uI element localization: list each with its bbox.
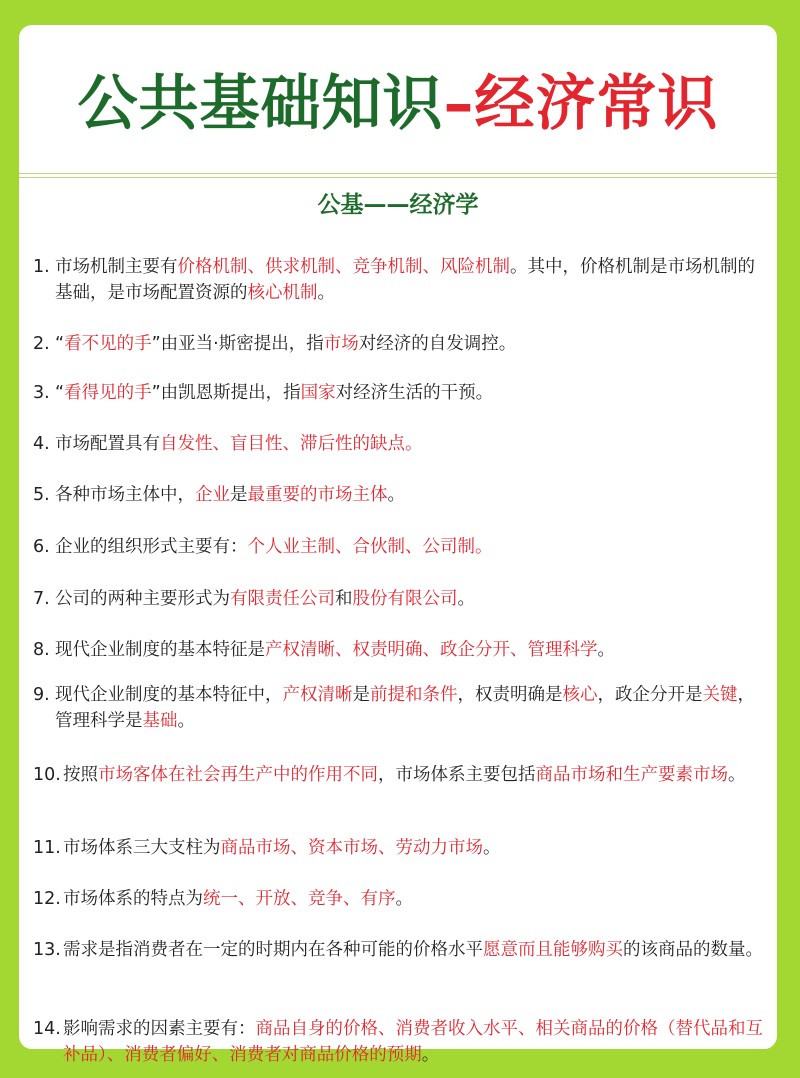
body-text: 现代企业制度的基本特征是 [55,640,265,660]
highlight-text: 看得见的手 [64,383,152,403]
page-title [19,25,777,173]
body-text: 。 [387,485,405,505]
body-text: 。 [483,838,501,858]
highlight-text: 个人业主制、合伙制、公司制。 [247,537,493,557]
item-number: 5. [33,485,50,505]
highlight-text: 基础 [142,711,178,731]
highlight-text: 股份有限公司 [352,589,458,609]
body-text: 影响需求的因素主要有： [63,1019,256,1039]
body-text: 和 [335,589,353,609]
body-text: 对经济的自发调控。 [358,334,517,354]
highlight-text: 国家 [300,383,336,403]
body-text: 按照 [63,765,98,785]
title-green-part: 公共基础知识 [77,69,444,139]
highlight-text: 产权清晰 [282,685,353,705]
highlight-text: 最重要的市场主体 [247,485,388,505]
highlight-text: 价格机制、供求机制、竞争机制、风险机制 [177,257,510,277]
highlight-text: 看不见的手 [64,334,152,354]
item-number: 6. [33,537,50,557]
item-number: 10. [33,765,61,785]
highlight-text: 商品市场和生产要素市场 [535,765,728,785]
highlight-text: 商品自身的价格、消费者收入水平、相关商品的价格（替代品和互补品）、消费者偏好、消费者对商品价格的预期 [63,1019,763,1065]
body-text: 企业的组织形式主要有： [55,537,248,557]
highlight-text: 市场 [323,334,359,354]
body-text: 公司的两种主要形式为 [55,589,230,609]
list-item [33,637,769,663]
list-item [33,682,769,734]
body-text: ”由凯恩斯提出，指 [151,383,301,403]
list-item [33,762,769,788]
highlight-text: 前提和条件 [370,685,458,705]
body-text: “ [55,383,65,403]
highlight-text: 产权清晰、权责明确、政企分开、管理科学 [265,640,598,660]
body-text: ，政企分开是 [597,685,703,705]
body-text: 。 [395,889,413,909]
list-item [33,254,769,306]
highlight-text: 统一、开放、竞争、有序 [203,889,396,909]
highlight-text: 关键 [702,685,738,705]
body-text: 。其中，价格机制是市场机制的基础，是市场配置资源的 [55,257,755,303]
item-number: 11. [33,838,61,858]
body-text: 是 [230,485,248,505]
section-subtitle: 公基——经济学 [317,192,479,218]
highlight-text: 企业 [195,485,230,505]
body-text: ，市场体系主要包括 [378,765,536,785]
body-text: 。 [421,1045,440,1065]
item-number: 1. [33,257,50,277]
list-item [33,482,769,508]
item-number: 3. [33,383,50,403]
item-number: 9. [33,685,50,705]
item-number: 8. [33,640,50,660]
body-text: ，管理科学是 [55,685,755,731]
title-divider [19,173,777,178]
list-item [33,431,769,457]
body-text: 的该商品的数量。 [623,940,763,960]
list-item [33,331,769,357]
item-number: 4. [33,434,50,454]
list-item [33,534,769,560]
body-text: 市场配置具有 [55,434,160,454]
highlight-text: 核心 [562,685,598,705]
item-number: 2. [33,334,50,354]
body-text: 。 [457,589,475,609]
body-text: 市场体系的特点为 [63,889,203,909]
body-text: 对经济生活的干预。 [335,383,494,403]
body-text: 市场体系三大支柱为 [63,838,221,858]
item-number: 12. [33,889,61,909]
list-item [33,835,769,861]
body-text: 。 [317,283,335,303]
body-text: ”由亚当·斯密提出，指 [151,334,324,354]
list-item [33,1016,769,1068]
title-red-part: –经济常识 [443,69,719,139]
highlight-text: 愿意而且能够购买 [483,940,623,960]
list-item [33,586,769,612]
body-text: 。 [728,765,746,785]
body-text: 市场机制主要有 [55,257,178,277]
highlight-text: 有限责任公司 [230,589,335,609]
body-text: 现代企业制度的基本特征中， [55,685,283,705]
list-item [33,886,769,912]
body-text: 各种市场主体中， [55,485,195,505]
highlight-text: 自发性、盲目性、滞后性的缺点。 [160,434,423,454]
highlight-text: 核心机制 [247,283,318,303]
item-number: 14. [33,1019,61,1039]
body-text: ，权责明确是 [457,685,563,705]
highlight-text: 市场客体在社会再生产中的作用不同 [98,765,378,785]
body-text: 。 [177,711,195,731]
highlight-text: 商品市场、资本市场、劳动力市场 [220,838,483,858]
content-card [16,22,780,1065]
body-text: 需求是指消费者在一定的时期内在各种可能的价格水平 [63,940,483,960]
item-number: 13. [33,940,61,960]
item-number: 7. [33,589,50,609]
body-text: “ [55,334,65,354]
body-text: 。 [597,640,615,660]
list-item [33,937,769,963]
body-text: 是 [352,685,370,705]
list-item [33,380,769,406]
